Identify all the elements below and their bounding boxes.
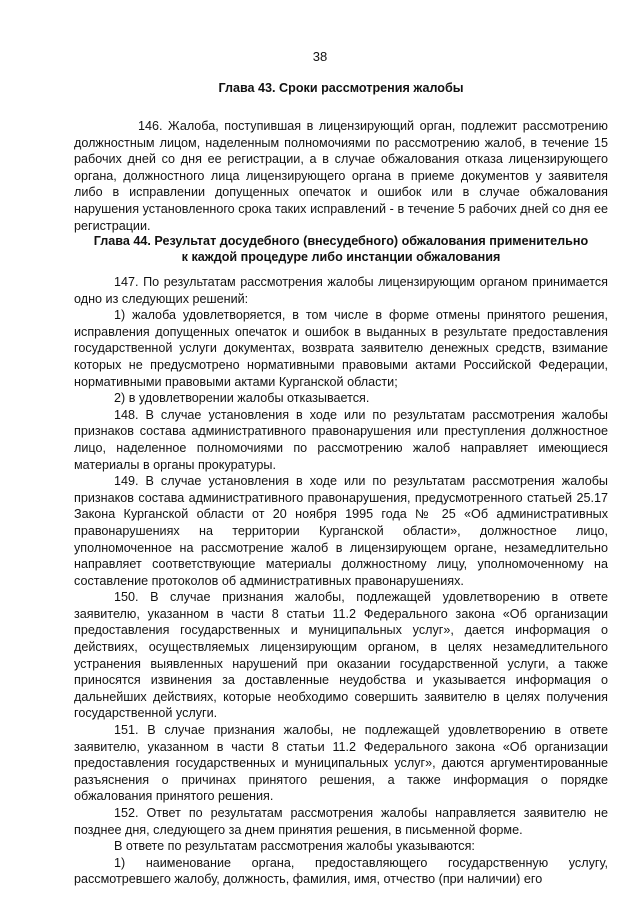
chapter-44-title <box>74 233 608 265</box>
paragraph-149: 149. В случае установления в ходе или по результатам рассмотрения жалобы признаков состава административного правонарушения, предусмотренного статьей 25.17 Закона Курганской области от 20 ноября 1995 года № 25 «Об административных правонарушениях на территории Курганской области», должностное лицо, уполномоченное на рассмотрение жалоб в лицензирующем органе, незамедлительно направляет соответствующие материалы должностному лицу, уполномоченному на составление протоколов об административных правонарушениях. <box>74 474 608 588</box>
page-number: 38 <box>312 49 328 64</box>
chapter-44-title-line-1: Глава 44. Результат досудебного (внесудебного) обжалования применительно <box>93 234 589 248</box>
chapter-43-body <box>74 118 608 234</box>
paragraph-146: 146. Жалоба, поступившая в лицензирующий орган, подлежит рассмотрению должностным лицом, наделенным полномочиями по рассмотрению жалоб, в течение 15 рабочих дней со дня ее регистрации, а в случае обжалования отказа лицензирующего органа, должностного лица лицензирующего органа в приеме документов у заявителя либо в исправлении допущенных опечаток и ошибок или в случае обжалования нарушения установленного срока таких исправлений - в течение 5 рабочих дней со дня ее регистрации. <box>74 119 608 233</box>
paragraph-answer-intro: В ответе по результатам рассмотрения жалобы указываются: <box>114 839 475 854</box>
paragraph-148: 148. В случае установления в ходе или по результатам рассмотрения жалобы признаков состава административного правонарушения или преступления должностное лицо, наделенное полномочиями по рассмотрению жалоб направляет имеющиеся материалы в органы прокуратуры. <box>74 407 608 472</box>
chapter-44-title-line-2: к каждой процедуре либо инстанции обжалования <box>181 250 501 264</box>
chapter-43-title: Глава 43. Сроки рассмотрения жалобы <box>218 81 464 95</box>
chapter-44-body <box>74 274 608 888</box>
paragraph-150: 150. В случае признания жалобы, подлежащей удовлетворению в ответе заявителю, указанном в части 8 статьи 11.2 Федерального закона «Об организации предоставления государственных и муниципальных услуг», дается информация о действиях, осуществляемых лицензирующим органом, в целях незамедлительного устранения выявленных нарушений при оказании государственной услуги, а также приносятся извинения за доставленные неудобства и указывается информация о дальнейших действиях, которые необходимо совершить заявителю в целях получения государственной услуги. <box>74 590 608 721</box>
paragraph-147-item-1: 1) жалоба удовлетворяется, в том числе в форме отмены принятого решения, исправления допущенных опечаток и ошибок в выданных в результате предоставления государственной услуги документах, возврата заявителю денежных средств, взимание которых не предусмотрено нормативными правовыми актами Российской Федерации, нормативными правовыми актами Курганской области; <box>74 308 608 389</box>
paragraph-answer-item-1: 1) наименование органа, предоставляющего государственную услугу, рассмотревшего жалобу, должность, фамилия, имя, отчество (при наличии) его <box>74 855 608 887</box>
paragraph-147: 147. По результатам рассмотрения жалобы лицензирующим органом принимается одно из следующих решений: <box>74 275 608 306</box>
paragraph-151: 151. В случае признания жалобы, не подлежащей удовлетворению в ответе заявителю, указанном в части 8 статьи 11.2 Федерального закона «Об организации предоставления государственных и муниципальных услуг», даются аргументированные разъяснения о причинах принятого решения, а также информация о порядке обжалования принятого решения. <box>74 723 608 804</box>
paragraph-152: 152. Ответ по результатам рассмотрения жалобы направляется заявителю не позднее дня, следующего за днем принятия решения, в письменной форме. <box>74 806 608 837</box>
paragraph-147-item-2: 2) в удовлетворении жалобы отказывается. <box>114 391 370 406</box>
